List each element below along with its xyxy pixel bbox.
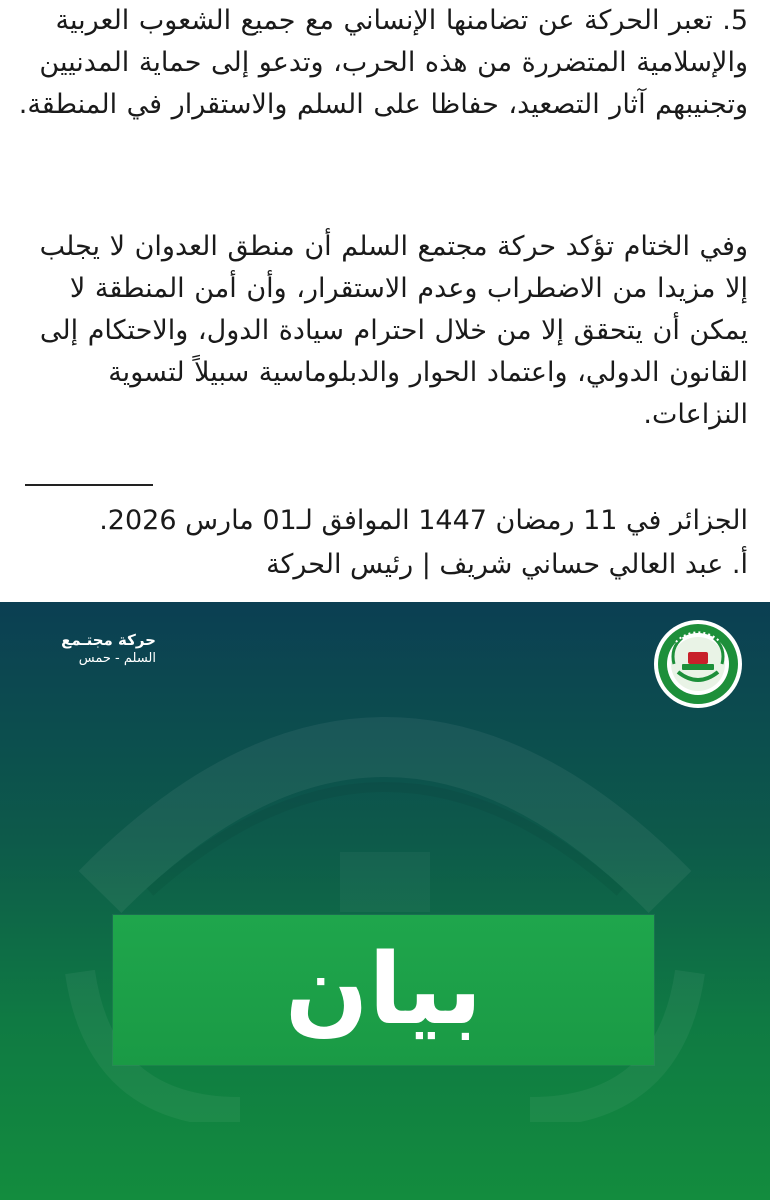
statement-banner	[113, 915, 654, 1065]
post-closing-paragraph: وفي الختام تؤكد حركة مجتمع السلم أن منطق العدوان لا يجلب إلا مزيدا من الاضطراب وعدم الاستقرار، وأن أمن المنطقة لا يمكن أن يتحقق إلا من خلال احترام سيادة الدول، والاحتكام إلى القانون الدولي، واعتماد الحوار والدبلوماسية سبيلاً لتسوية النزاعات.	[39, 231, 748, 430]
post-dateline: الجزائر في 11 رمضان 1447 الموافق لـ01 مارس 2026.	[99, 505, 748, 536]
post-paragraph-5: 5. تعبر الحركة عن تضامنها الإنساني مع جميع الشعوب العربية والإسلامية المتضررة من هذه الحرب، وتدعو إلى حماية المدنيين وتجنيبهم آثار التصعيد، حفاظا على السلم والاستقرار في المنطقة.	[18, 5, 748, 120]
brand-line-2: السلم - حمس	[78, 651, 156, 666]
post-signature: أ. عبد العالي حساني شريف | رئيس الحركة	[266, 549, 748, 580]
statement-title: بيان	[284, 933, 483, 1047]
brand-line-1: حركة مجتـمع	[61, 631, 156, 649]
attached-image[interactable]	[0, 602, 770, 1200]
movement-brand	[26, 630, 156, 668]
movement-emblem-icon	[652, 618, 744, 710]
signature-divider	[25, 484, 153, 486]
